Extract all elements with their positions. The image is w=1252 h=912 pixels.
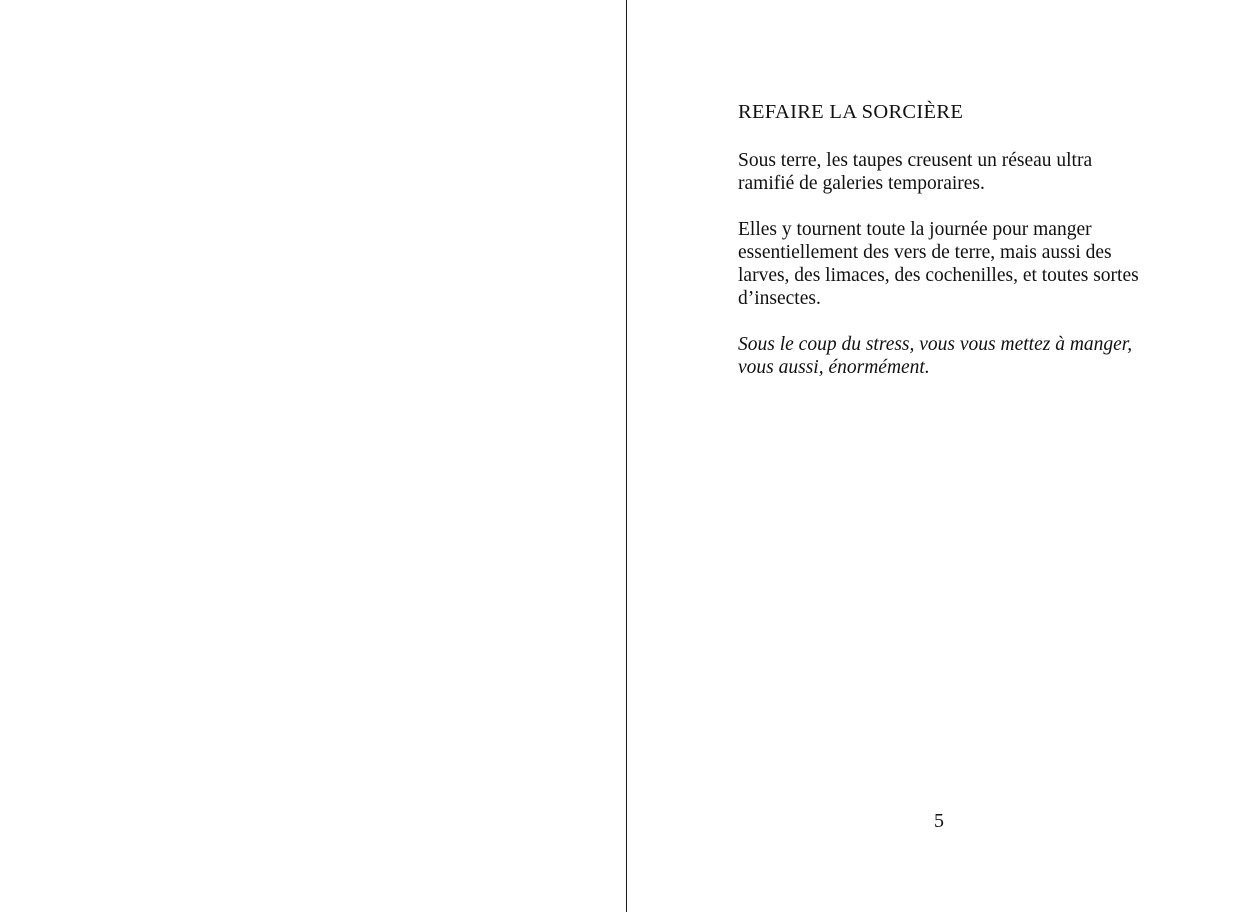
chapter-title: REFAIRE LA SORCIÈRE <box>738 101 964 123</box>
paragraph-2-line: d’insectes. <box>738 288 821 309</box>
right-page <box>627 0 1252 912</box>
paragraph-3-line: Sous le coup du stress, vous vous mettez à manger, <box>738 334 1133 355</box>
paragraph-2-line: Elles y tournent toute la journée pour manger <box>738 219 1092 240</box>
page-number-text: 5 <box>934 810 944 832</box>
paragraph-3-italic <box>738 333 1178 379</box>
paragraph-2-line: essentiellement des vers de terre, mais aussi des <box>738 242 1112 263</box>
paragraph-2 <box>738 218 1178 310</box>
paragraph-1-line: ramifié de galeries temporaires. <box>738 173 985 194</box>
page-number <box>627 810 1252 833</box>
paragraph-2-line: larves, des limaces, des cochenilles, et toutes sortes <box>738 265 1139 286</box>
paragraph-1 <box>738 149 1178 195</box>
paragraph-3-line: vous aussi, énormément. <box>738 357 930 378</box>
page-text-block <box>738 98 1178 379</box>
paragraph-1-line: Sous terre, les taupes creusent un réseau ultra <box>738 150 1093 171</box>
